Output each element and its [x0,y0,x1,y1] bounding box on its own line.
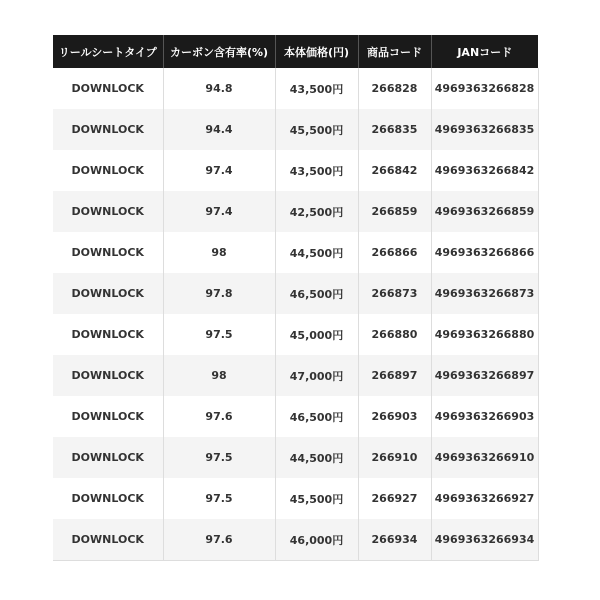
header-jan-code: JANコード [431,35,538,68]
cell-jan-code: 4969363266835 [431,109,538,150]
cell-carbon-content: 98 [163,232,275,273]
cell-product-code: 266927 [358,478,431,519]
cell-jan-code: 4969363266934 [431,519,538,561]
cell-price: 45,000円 [275,314,358,355]
header-product-code: 商品コード [358,35,431,68]
cell-price: 46,500円 [275,396,358,437]
cell-carbon-content: 94.8 [163,68,275,109]
cell-carbon-content: 97.4 [163,150,275,191]
cell-reel-seat-type: DOWNLOCK [53,109,163,150]
cell-price: 44,500円 [275,232,358,273]
cell-reel-seat-type: DOWNLOCK [53,232,163,273]
table-row [53,519,538,561]
cell-product-code: 266897 [358,355,431,396]
cell-product-code: 266934 [358,519,431,561]
cell-product-code: 266859 [358,191,431,232]
header-price: 本体価格(円) [275,35,358,68]
table-row [53,314,538,355]
cell-price: 43,500円 [275,150,358,191]
cell-price: 46,500円 [275,273,358,314]
table-row [53,355,538,396]
cell-jan-code: 4969363266897 [431,355,538,396]
cell-price: 44,500円 [275,437,358,478]
cell-product-code: 266866 [358,232,431,273]
table-row [53,437,538,478]
cell-reel-seat-type: DOWNLOCK [53,191,163,232]
cell-reel-seat-type: DOWNLOCK [53,437,163,478]
cell-carbon-content: 98 [163,355,275,396]
cell-jan-code: 4969363266842 [431,150,538,191]
cell-price: 45,500円 [275,478,358,519]
table-row [53,68,538,109]
table-row [53,273,538,314]
cell-reel-seat-type: DOWNLOCK [53,519,163,561]
cell-carbon-content: 97.6 [163,396,275,437]
cell-product-code: 266873 [358,273,431,314]
spec-table [53,35,539,561]
table-header [53,35,538,68]
cell-product-code: 266903 [358,396,431,437]
cell-price: 47,000円 [275,355,358,396]
cell-reel-seat-type: DOWNLOCK [53,396,163,437]
table-row [53,191,538,232]
cell-carbon-content: 97.5 [163,437,275,478]
header-row [53,35,538,68]
cell-jan-code: 4969363266866 [431,232,538,273]
table-row [53,478,538,519]
cell-product-code: 266910 [358,437,431,478]
cell-product-code: 266880 [358,314,431,355]
cell-product-code: 266842 [358,150,431,191]
cell-price: 42,500円 [275,191,358,232]
cell-jan-code: 4969363266880 [431,314,538,355]
cell-carbon-content: 97.4 [163,191,275,232]
cell-reel-seat-type: DOWNLOCK [53,478,163,519]
cell-jan-code: 4969363266859 [431,191,538,232]
table-body [53,68,538,561]
cell-carbon-content: 97.6 [163,519,275,561]
cell-reel-seat-type: DOWNLOCK [53,355,163,396]
cell-reel-seat-type: DOWNLOCK [53,68,163,109]
cell-price: 45,500円 [275,109,358,150]
cell-product-code: 266828 [358,68,431,109]
table-row [53,232,538,273]
cell-carbon-content: 97.5 [163,314,275,355]
cell-reel-seat-type: DOWNLOCK [53,273,163,314]
cell-carbon-content: 94.4 [163,109,275,150]
cell-jan-code: 4969363266828 [431,68,538,109]
cell-carbon-content: 97.8 [163,273,275,314]
cell-carbon-content: 97.5 [163,478,275,519]
cell-jan-code: 4969363266910 [431,437,538,478]
table-row [53,109,538,150]
cell-reel-seat-type: DOWNLOCK [53,150,163,191]
header-carbon-content: カーボン含有率(%) [163,35,275,68]
cell-reel-seat-type: DOWNLOCK [53,314,163,355]
header-reel-seat-type: リールシートタイプ [53,35,163,68]
cell-price: 46,000円 [275,519,358,561]
cell-price: 43,500円 [275,68,358,109]
cell-jan-code: 4969363266903 [431,396,538,437]
cell-jan-code: 4969363266873 [431,273,538,314]
table-row [53,396,538,437]
cell-product-code: 266835 [358,109,431,150]
table-row [53,150,538,191]
cell-jan-code: 4969363266927 [431,478,538,519]
